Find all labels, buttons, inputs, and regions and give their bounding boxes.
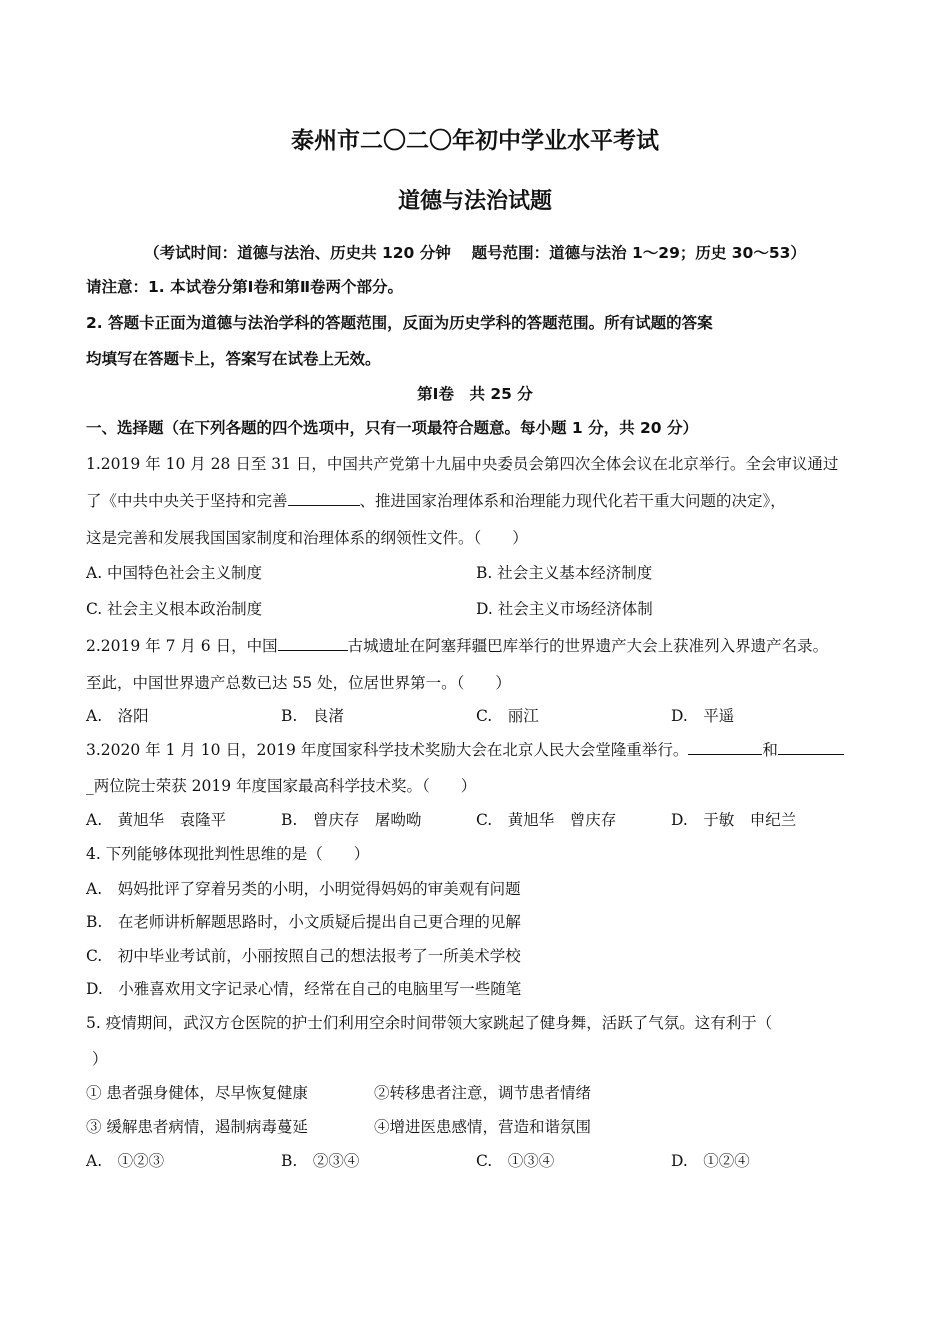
q2-option-b: B. 良渚: [281, 707, 344, 725]
q1-line-2-pre: 了《中共中央关于坚持和完善: [86, 492, 288, 510]
answer-blank: [288, 491, 360, 506]
answer-blank: [778, 740, 844, 755]
q5-option-d: D. ①②④: [671, 1152, 750, 1170]
q1-option-d: D. 社会主义市场经济体制: [476, 600, 653, 618]
q3-line-1-pre: 3.2020 年 1 月 10 日，2019 年度国家科学技术奖励大会在北京人民大会堂隆重举行。: [86, 741, 689, 759]
exam-subtitle: 道德与法治试题: [397, 189, 552, 214]
notice-2b: 均填写在答题卡上，答案写在试卷上无效。: [86, 350, 381, 368]
q5-line-1: 5. 疫情期间，武汉方仓医院的护士们利用空余时间带领大家跳起了健身舞，活跃了气氛。这有利于（: [86, 1014, 773, 1032]
answer-blank: [278, 636, 348, 651]
q1-line-2-post: 、推进国家治理体系和治理能力现代化若干重大问题的决定》，: [359, 492, 786, 510]
q5-item-1: ① 患者强身健体，尽早恢复健康: [86, 1084, 308, 1102]
q4-option-a: A. 妈妈批评了穿着另类的小明，小明觉得妈妈的审美观有问题: [86, 880, 521, 898]
volume-heading: 第Ⅰ卷 共 25 分: [417, 385, 533, 403]
q1-option-b: B. 社会主义基本经济制度: [476, 564, 653, 582]
section-heading: 一、选择题（在下列各题的四个选项中，只有一项最符合题意。每小题 1 分，共 20 分）: [86, 419, 698, 437]
q4-option-c: C. 初中毕业考试前，小丽按照自己的想法报考了一所美术学校: [86, 947, 521, 965]
q1-line-3: 这是完善和发展我国国家制度和治理体系的纲领性文件。（ ）: [86, 529, 528, 547]
q2-line-2: 至此，中国世界遗产总数已达 55 处，位居世界第一。（ ）: [86, 674, 511, 692]
q5-line-2: ）: [92, 1050, 108, 1068]
q2-option-d: D. 平遥: [671, 707, 735, 725]
q5-option-c: C. ①③④: [476, 1152, 555, 1170]
q3-option-c: C. 黄旭华 曾庆存: [476, 811, 617, 829]
q3-option-b: B. 曾庆存 屠呦呦: [281, 811, 422, 829]
notice-2a: 2. 答题卡正面为道德与法治学科的答题范围，反面为历史学科的答题范围。所有试题的答案: [86, 314, 713, 332]
q2-line-1: [86, 636, 828, 656]
q3-option-d: D. 于敏 申纪兰: [671, 811, 797, 829]
q1-option-a: A. 中国特色社会主义制度: [86, 564, 263, 582]
q5-option-a: A. ①②③: [86, 1152, 165, 1170]
q4-option-b: B. 在老师讲析解题思路时，小文质疑后提出自己更合理的见解: [86, 913, 521, 931]
q2-option-c: C. 丽江: [476, 707, 539, 725]
q5-item-4: ④增进医患感情，营造和谐氛围: [374, 1118, 592, 1136]
q4-option-d: D. 小雅喜欢用文字记录心情，经常在自己的电脑里写一些随笔: [86, 980, 522, 998]
exam-title: 泰州市二〇二〇年初中学业水平考试: [291, 128, 659, 154]
q1-line-2: [86, 491, 786, 511]
q3-line-1-mid: 和: [762, 741, 778, 759]
q5-option-b: B. ②③④: [281, 1152, 360, 1170]
q2-line-1-post: 古城遗址在阿塞拜疆巴库举行的世界遗产大会上获准列入界遗产名录。: [347, 637, 829, 655]
q4-stem: 4. 下列能够体现批判性思维的是（ ）: [86, 845, 370, 863]
notice-1: 请注意：1. 本试卷分第Ⅰ卷和第Ⅱ卷两个部分。: [86, 278, 404, 296]
q3-line-2: _两位院士荣获 2019 年度国家最高科学技术奖。（ ）: [86, 777, 477, 795]
q3-line-1: [86, 740, 844, 760]
q5-item-3: ③ 缓解患者病情，遏制病毒蔓延: [86, 1118, 308, 1136]
q2-option-a: A. 洛阳: [86, 707, 149, 725]
q1-option-c: C. 社会主义根本政治制度: [86, 600, 263, 618]
q3-option-a: A. 黄旭华 袁隆平: [86, 811, 227, 829]
q2-line-1-pre: 2.2019 年 7 月 6 日，中国: [86, 637, 278, 655]
exam-info: （考试时间：道德与法治、历史共 120 分钟 题号范围：道德与法治 1～29；历史 30～53）: [144, 244, 806, 262]
answer-blank: [688, 740, 762, 755]
q5-item-2: ②转移患者注意，调节患者情绪: [374, 1084, 592, 1102]
q1-line-1: 1.2019 年 10 月 28 日至 31 日，中国共产党第十九届中央委员会第四次全体会议在北京举行。全会审议通过: [86, 455, 839, 473]
